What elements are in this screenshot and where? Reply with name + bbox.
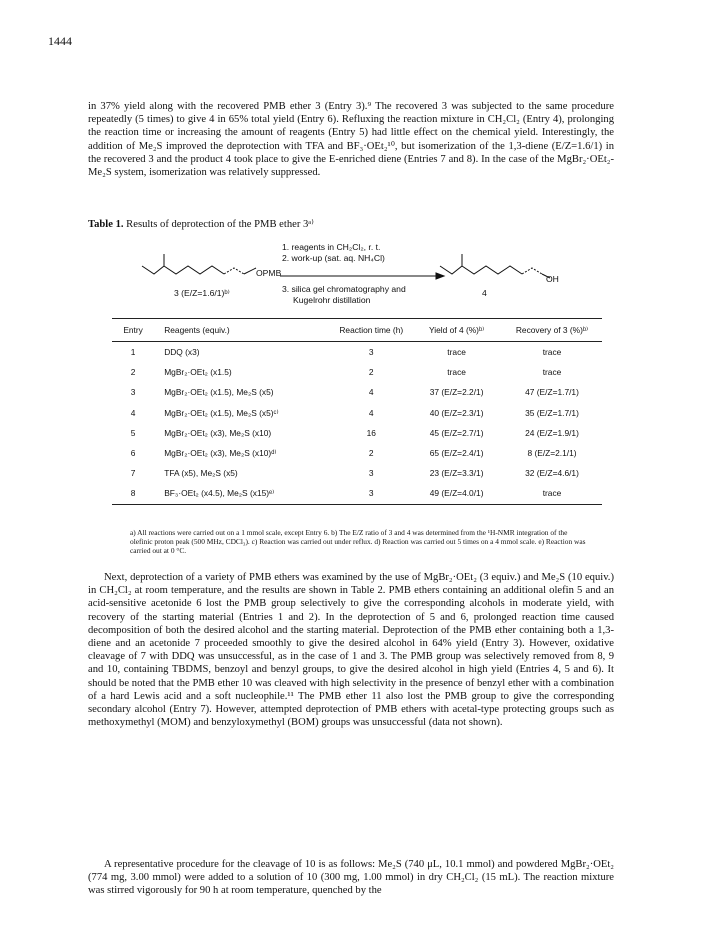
cell-yield: 65 (E/Z=2.4/1) xyxy=(429,448,484,459)
cell-recovery: 47 (E/Z=1.7/1) xyxy=(525,387,579,398)
header-recovery: Recovery of 3 (%)ᵇ⁾ xyxy=(502,319,602,342)
cell-time: 16 xyxy=(366,427,376,438)
reaction-scheme xyxy=(140,240,570,312)
table-row xyxy=(112,483,602,504)
condition-step-3-cont: Kugelrohr distillation xyxy=(293,295,371,305)
cell-reagents: MgBr₂·OEt₂ (x1.5), Me₂S (x5)ᶜ⁾ xyxy=(164,407,279,418)
cell-time: 3 xyxy=(331,483,411,504)
cell-yield: trace xyxy=(447,367,466,378)
reactant-group: OPMB xyxy=(256,268,282,278)
cell-reagents: TFA (x5), Me₂S (x5) xyxy=(164,468,238,479)
cell-reagents: MgBr₂·OEt₂ (x3), Me₂S (x10)ᵈ⁾ xyxy=(164,448,277,459)
cell-yield: 37 (E/Z=2.2/1) xyxy=(429,387,484,398)
product-group: OH xyxy=(546,274,559,284)
cell-entry: 5 xyxy=(130,427,136,438)
cell-yield: trace xyxy=(447,347,466,358)
cell-yield: 45 (E/Z=2.7/1) xyxy=(429,427,484,438)
table-row xyxy=(112,443,602,463)
reactant-tail xyxy=(244,268,256,274)
paragraph-3: A representative procedure for the cleavage of 10 is as follows: Me₂S (740 μL, 10.1 mmol) and powdered MgBr₂·OEt₂ (774 mg, 3.00 mmol) were added to a solution of 10 (300 mg, 1.00 mmol) in dry CH₂Cl₂ (15 mL). The reaction mixture was stirred vigorously for 90 h at room temperature, quenched by the xyxy=(88,859,614,897)
results-table xyxy=(112,318,602,505)
condition-step-3: 3. silica gel chromatography and xyxy=(282,284,406,294)
cell-reagents: MgBr₂·OEt₂ (x1.5), Me₂S (x5) xyxy=(164,387,274,398)
product-label: 4 xyxy=(482,288,487,298)
header-yield: Yield of 4 (%)ᵇ⁾ xyxy=(411,319,502,342)
cell-yield: 23 (E/Z=3.3/1) xyxy=(429,468,484,479)
cell-entry: 2 xyxy=(130,367,136,378)
condition-step-1: 1. reagents in CH₂Cl₂, r. t. xyxy=(282,242,381,252)
reaction-arrowhead xyxy=(436,273,444,279)
cell-recovery: 24 (E/Z=1.9/1) xyxy=(525,427,579,438)
header-reaction-time: Reaction time (h) xyxy=(331,319,411,342)
table-title-text: Results of deprotection of the PMB ether 3ᵃ⁾ xyxy=(123,219,314,230)
cell-reagents: MgBr₂·OEt₂ (x3), Me₂S (x10) xyxy=(164,427,272,438)
cell-entry: 1 xyxy=(130,347,136,358)
cell-time: 4 xyxy=(368,407,374,418)
cell-yield: 40 (E/Z=2.3/1) xyxy=(429,407,484,418)
cell-time: 3 xyxy=(368,347,374,358)
reactant-label: 3 (E/Z=1.6/1)ᵇ⁾ xyxy=(174,288,230,298)
header-reagents: Reagents (equiv.) xyxy=(154,319,331,342)
table-row xyxy=(112,423,602,443)
table-row xyxy=(112,342,602,363)
table-header-row xyxy=(112,319,602,342)
paragraph-1: in 37% yield along with the recovered PMB ether 3 (Entry 3).⁹ The recovered 3 was subjected to the same procedure repeatedly (5 times) to give 4 in 65% total yield (Entry 6). Refluxing the reaction mixture in CH₂Cl₂ (Entry 4), prolonging the reaction time or increasing the amount of reagents (Entry 5) had little effect on the chemical yield. Interestingly, the addition of Me₂S improved the deprotection with TFA and BF₃·OEt₂¹⁰, but isomerization of the 1,3-diene (E/Z=1.6/1) in the recovered 3 and the product 4 took place to give the E-enriched diene (Entries 7 and 8). In the case of the MgBr₂·OEt₂-Me₂S system, isomerization was relatively suppressed. xyxy=(88,101,614,179)
table-row xyxy=(112,403,602,423)
cell-recovery: trace xyxy=(502,483,602,504)
cell-entry: 8 xyxy=(112,483,154,504)
product-skeleton xyxy=(440,254,522,274)
table-row xyxy=(112,463,602,483)
reactant-skeleton xyxy=(142,254,224,274)
paragraph-2: Next, deprotection of a variety of PMB ethers was examined by the use of MgBr₂·OEt₂ (3 equiv.) and Me₂S (10 equiv.) in CH₂Cl₂ at room temperature, and the results are shown in Table 2. PMB ethers containing an additional olefin 5 and an acid-sensitive acetonide 6 lost the PMB group selectively to give the corresponding alcohols in moderate yield, with recovery of the starting material (Entries 1 and 2). In the deprotection of 5 and 6, prolonged reaction time caused decomposition of both the desired alcohol and the starting material. Deprotection of the PMB ether containing both a 1,3-diene and an acetonide 7 proceeded smoothly to give the desired alcohol in 64% yield (Entry 3). However, oxidative cleavage of 7 with DDQ was unsuccessful, as in the case of 1 and 3. The PMB group was selectively removed from 8, 9 and 10, containing TBDMS, benzoyl and benzyl groups, to give the desired alcohol in high yield (Entries 4, 5 and 6). It should be noted that the PMB ether 10 was cleaved with high selectivity in the presence of benzyl ether with a combination of a hard Lewis acid and a soft nucleophile.¹¹ The PMB ether 11 also lost the PMB group to give the corresponding secondary alcohol (Entry 7). However, attempted deprotection of PMB ethers with acetal-type protecting groups such as methoxymethyl (MOM) and benzyloxymethyl (BOM) groups was unsuccessful (data not shown). xyxy=(88,572,614,729)
cell-time: 4 xyxy=(368,387,374,398)
cell-yield: 49 (E/Z=4.0/1) xyxy=(411,483,502,504)
cell-recovery: trace xyxy=(542,367,562,378)
table-row xyxy=(112,362,602,382)
cell-entry: 3 xyxy=(130,387,136,398)
table-title xyxy=(88,218,314,230)
cell-recovery: 32 (E/Z=4.6/1) xyxy=(525,468,579,479)
table-row xyxy=(112,382,602,402)
page-number: 1444 xyxy=(48,34,72,48)
cell-recovery: 35 (E/Z=1.7/1) xyxy=(525,407,579,418)
cell-recovery: 8 (E/Z=2.1/1) xyxy=(527,448,577,459)
cell-reagents: DDQ (x3) xyxy=(164,347,200,358)
cell-time: 2 xyxy=(368,448,374,459)
cell-entry: 6 xyxy=(130,448,136,459)
cell-time: 2 xyxy=(368,367,374,378)
cell-time: 3 xyxy=(368,468,374,479)
header-entry: Entry xyxy=(112,319,154,342)
reactant-chain xyxy=(224,268,244,274)
condition-step-2: 2. work-up (sat. aq. NH₄Cl) xyxy=(282,253,385,263)
cell-entry: 7 xyxy=(130,468,136,479)
table-title-label: Table 1. xyxy=(88,219,124,230)
cell-reagents: BF₃·OEt₂ (x4.5), Me₂S (x15)ᵉ⁾ xyxy=(154,483,331,504)
cell-reagents: MgBr₂·OEt₂ (x1.5) xyxy=(164,367,232,378)
cell-entry: 4 xyxy=(130,407,136,418)
table-footnotes: a) All reactions were carried out on a 1 mmol scale, except Entry 6. b) The E/Z ratio of 3 and 4 was determined from the ¹H-NMR integration of the olefinic proton peak (500 MHz, CDCl₃). c) Reaction was carried out under reflux. d) Reaction was carried out 5 times on a 4 mmol scale. e) Reaction was carried out at 0 °C. xyxy=(130,528,586,555)
product-chain xyxy=(522,268,542,274)
cell-recovery: trace xyxy=(542,347,562,358)
